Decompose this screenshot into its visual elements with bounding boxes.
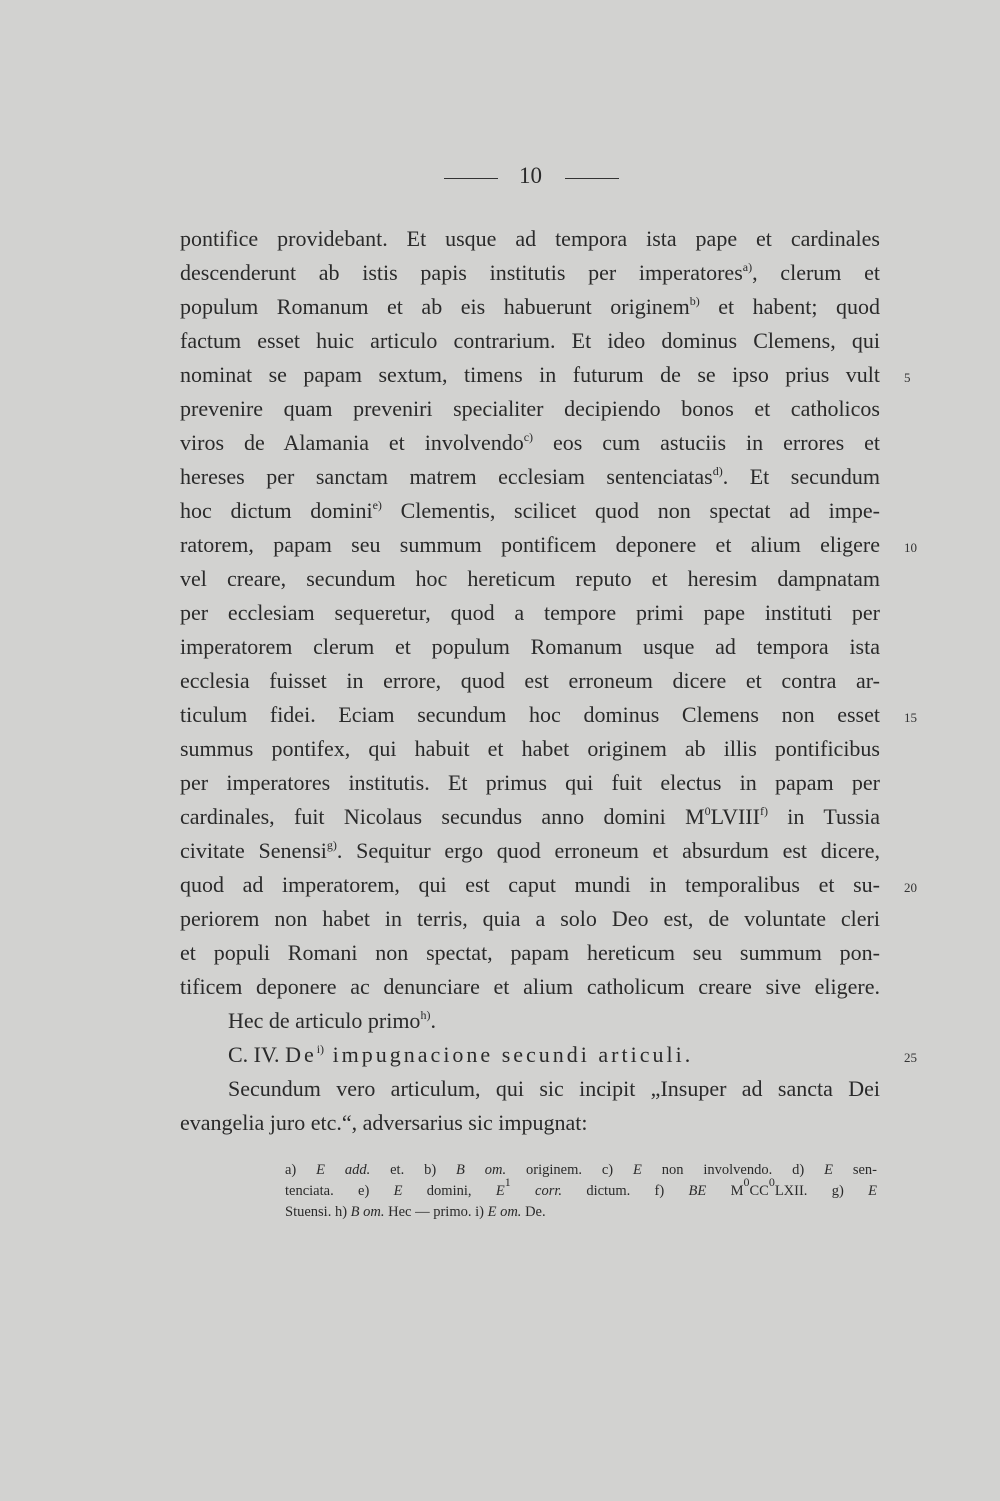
text-line: factum esset huic articulo contrarium. Et ideo dominus Clemens, qui bbox=[180, 328, 880, 353]
footnote-ref: a) bbox=[742, 260, 753, 274]
text-line: evangelia juro etc.“, adversarius sic impugnat: bbox=[180, 1110, 588, 1135]
header-rule-left bbox=[444, 178, 498, 179]
line-number: 15 bbox=[904, 710, 917, 725]
text-line: civitate Senensi$^{g)}$. Sequitur ergo quod erroneum et absurdum est dicere, bbox=[180, 838, 880, 863]
text-line: ratorem, papam seu summum pontificem deponere et alium eligere bbox=[180, 532, 880, 557]
main-text bbox=[180, 222, 880, 1140]
text-line: vel creare, secundum hoc hereticum reputo et heresim dampnatam bbox=[180, 566, 880, 591]
line-number: 20 bbox=[904, 880, 917, 895]
footnotes bbox=[285, 1160, 877, 1223]
footnote-line: tenciata. e) E domini, $E^1$ corr. dictum. f) BE $M^0CC^0LXII$. g) E bbox=[285, 1175, 877, 1199]
text-line: Hec de articulo primo$^{h)}$. bbox=[228, 1008, 436, 1033]
header-rule-right bbox=[565, 178, 619, 179]
footnote-line: a) E add. et. b) B om. originem. c) E non involvendo. d) E sen- bbox=[285, 1162, 877, 1178]
page-header bbox=[0, 163, 1000, 193]
footnote-ref: h) bbox=[420, 1008, 431, 1022]
text-line: viros de Alamania et involvendo$^{c)}$ eos cum astuciis in errores et bbox=[180, 430, 880, 455]
superscript: 0 bbox=[704, 804, 711, 818]
text-line: populum Romanum et ab eis habuerunt originem$^{b)}$ et habent; quod bbox=[180, 294, 880, 319]
text-line: prevenire quam preveniri specialiter decipiendo bonos et catholicos bbox=[180, 396, 880, 421]
text-line: hereses per sanctam matrem ecclesiam sentenciatas$^{d)}$. Et secundum bbox=[180, 464, 880, 489]
text-line: hoc dictum domini$^{e)}$ Clementis, scilicet quod non spectat ad impe- bbox=[180, 498, 881, 523]
line-number: 10 bbox=[904, 540, 917, 555]
footnote-line: Stuensi. h) B om. Hec — primo. i) E om. De. bbox=[285, 1204, 546, 1220]
text-line: ecclesia fuisset in errore, quod est erroneum dicere et contra ar- bbox=[180, 668, 880, 693]
text-line: per imperatores institutis. Et primus qui fuit electus in papam per bbox=[180, 770, 880, 795]
text-line: ticulum fidei. Eciam secundum hoc dominus Clemens non esset bbox=[180, 702, 880, 727]
text-line: et populi Romani non spectat, papam hereticum seu summum pon- bbox=[180, 940, 880, 965]
text-line: descenderunt ab istis papis institutis per imperatores$^{a)}$, clerum et bbox=[180, 260, 880, 285]
footnote-ref: d) bbox=[712, 464, 723, 478]
text-line: summus pontifex, qui habuit et habet originem ab illis pontificibus bbox=[180, 736, 880, 761]
text-line: cardinales, fuit Nicolaus secundus anno domini $M^0LVIII^{f)}$ in Tussia bbox=[180, 804, 880, 829]
text-line: tificem deponere ac denunciare et alium catholicum creare sive eligere. bbox=[180, 974, 880, 999]
text-line: Secundum vero articulum, qui sic incipit „Insuper ad sancta Dei bbox=[228, 1076, 880, 1101]
line-number: 5 bbox=[904, 370, 911, 385]
line-number: 25 bbox=[904, 1050, 917, 1065]
text-line: imperatorem clerum et populum Romanum usque ad tempora ista bbox=[180, 634, 880, 659]
footnote-ref: e) bbox=[372, 498, 382, 512]
footnote-ref: c) bbox=[523, 430, 534, 444]
chapter-heading: C. IV. De$^{i)}$ impugnacione secundi articuli. bbox=[228, 1042, 694, 1067]
footnote-ref: f) bbox=[759, 804, 768, 818]
footnote-ref: b) bbox=[689, 294, 700, 308]
footnote-ref: i) bbox=[316, 1042, 325, 1056]
text-line: periorem non habet in terris, quia a solo Deo est, de voluntate cleri bbox=[180, 906, 880, 931]
page-number: 10 bbox=[519, 163, 542, 188]
text-line: pontifice providebant. Et usque ad tempora ista pape et cardinales bbox=[180, 226, 880, 251]
footnote-ref: g) bbox=[326, 838, 337, 852]
text-line: per ecclesiam sequeretur, quod a tempore primi pape instituti per bbox=[180, 600, 880, 625]
text-line: quod ad imperatorem, qui est caput mundi in temporalibus et su- bbox=[180, 872, 880, 897]
text-line: nominat se papam sextum, timens in futurum de se ipso prius vult bbox=[180, 362, 880, 387]
